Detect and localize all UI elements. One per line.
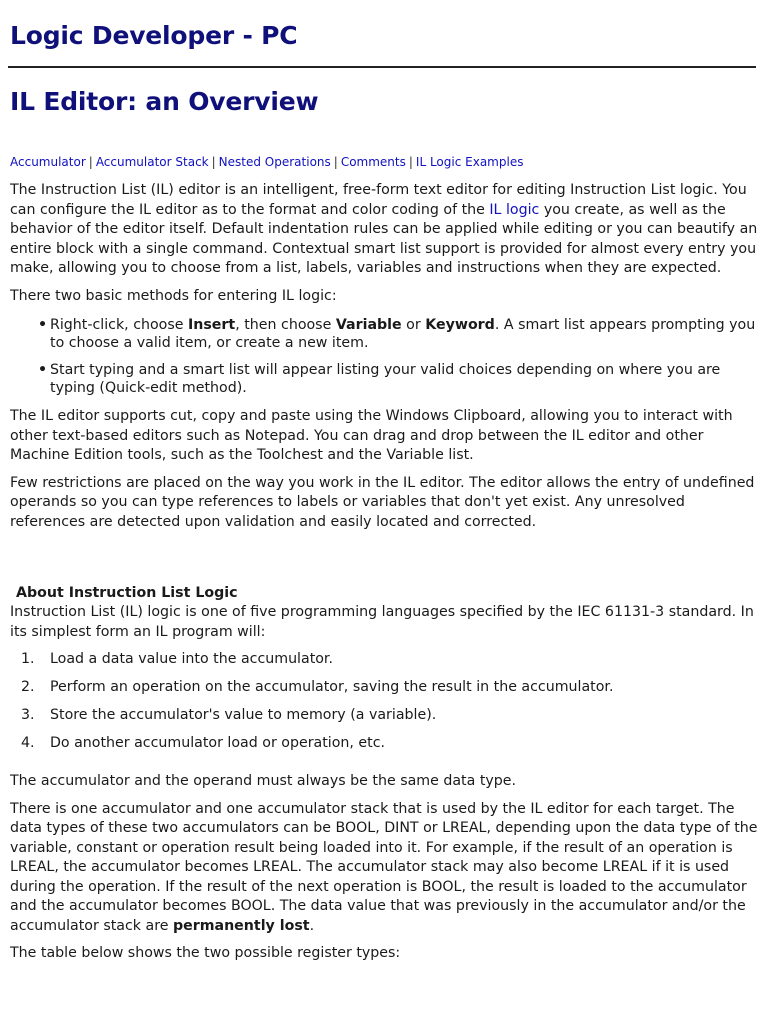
main-content [10,181,758,972]
nav-separator: | [211,155,216,169]
header-divider [8,66,756,68]
list-item [10,316,758,352]
data-type-paragraph: The accumulator and the operand must always be the same data type. [10,773,517,789]
step-text: Store the accumulator's value to memory (a variable). [50,707,437,723]
method-text: or [401,317,426,333]
keyword-term: Keyword [425,317,495,333]
step-number: 2. [21,679,35,695]
table-intro-paragraph: The table below shows the two possible register types: [10,945,401,961]
intro-text-2: you create, as well as the behavior of the editor itself. Default indentation rules can be applied while editing or you can beautify an entire block with a single command. Contextual smart list support is provided for almost every entry you make, allowing you to choose from a list, labels, variables and instructions when they are expected. [10,201,758,276]
method-text: . A smart list appears prompting you to choose a valid item, or create a new item. [50,317,756,351]
method-text: Start typing and a smart list will appear listing your valid choices depending on where you are typing (Quick-edit method). [50,362,721,396]
step-number: 3. [21,707,35,723]
accumulator-text-end: . [309,917,315,934]
list-item [10,650,758,678]
intro-text-1: The Instruction List (IL) editor is an intelligent, free-form text editor for editing Instruction List logic. You can configure the IL editor as to the format and color coding of the [10,182,747,218]
method-text: Right-click, choose [50,317,188,333]
nav-separator: | [408,155,413,169]
step-text: Load a data value into the accumulator. [50,651,333,667]
list-item [10,678,758,706]
topic-nav [10,154,523,170]
step-text: Do another accumulator load or operation, etc. [50,735,386,751]
product-title: Logic Developer - PC [10,21,298,50]
variable-term: Variable [335,317,402,333]
step-number: 1. [21,651,35,667]
restrictions-paragraph: Few restrictions are placed on the way you work in the IL editor. The editor allows the entry of undefined operands so you can type references to labels or variables that don't yet exist. Any unresolved references are detected upon validation and easily located and corrected. [10,474,755,530]
accumulator-paragraph [10,800,758,937]
nav-link-accumulator[interactable]: Accumulator [10,155,86,169]
method-text: , then choose [235,317,336,333]
clipboard-paragraph: The IL editor supports cut, copy and paste using the Windows Clipboard, allowing you to interact with other text-based editors such as Notepad. You can drag and drop between the IL editor and other Machine Edition tools, such as the Toolchest and the Variable list. [10,408,733,463]
list-item [10,706,758,734]
intro-paragraph [10,181,758,279]
steps-list [10,650,758,762]
nav-link-accumulator-stack[interactable]: Accumulator Stack [95,155,209,169]
nav-link-nested-operations[interactable]: Nested Operations [218,155,331,169]
il-logic-link[interactable]: IL logic [489,201,540,218]
list-item [10,361,758,397]
methods-list [10,316,758,397]
methods-intro: There two basic methods for entering IL logic: [10,287,337,304]
step-text: Perform an operation on the accumulator, saving the result in the accumulator. [50,679,614,695]
about-paragraph: Instruction List (IL) logic is one of five programming languages specified by the IEC 61131-3 standard. In its simplest form an IL program will: [10,604,754,640]
about-heading: About Instruction List Logic [16,585,238,601]
accumulator-text: There is one accumulator and one accumulator stack that is used by the IL editor for each target. The data types of these two accumulators can be BOOL, DINT or LREAL, depending upon the data type of the variable, constant or operation result being loaded into it. For example, if the result of an operation is LREAL, the accumulator becomes LREAL. The accumulator stack may also become LREAL if it is used during the operation. If the result of the next operation is BOOL, the result is loaded to the accumulator and the accumulator becomes BOOL. The data value that was previously in the accumulator and/or the accumulator stack are [10,800,758,934]
nav-link-comments[interactable]: Comments [340,155,406,169]
nav-separator: | [333,155,338,169]
list-item [10,734,758,762]
permanently-lost-term: permanently lost [172,917,310,934]
nav-separator: | [88,155,93,169]
bullet-icon: • [38,317,48,333]
nav-link-il-logic-examples[interactable]: IL Logic Examples [415,155,524,169]
bullet-icon: • [38,362,48,378]
step-number: 4. [21,735,35,751]
page-title: IL Editor: an Overview [10,87,319,116]
insert-term: Insert [187,317,236,333]
